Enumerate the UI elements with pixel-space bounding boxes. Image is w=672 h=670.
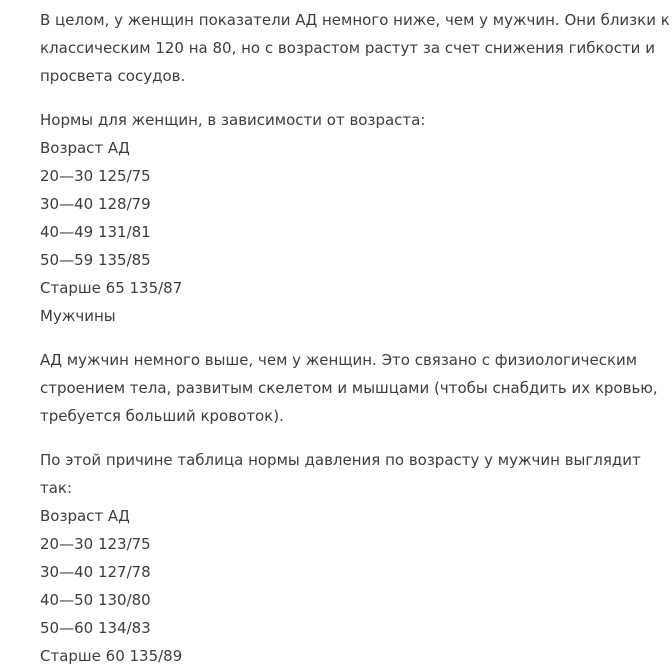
men-subheading: Мужчины [40, 307, 116, 325]
women-row: 30—40 128/79 [40, 195, 151, 213]
men-row: 30—40 127/78 [40, 563, 151, 581]
women-norms-list [40, 134, 660, 330]
men-row: 20—30 123/75 [40, 535, 151, 553]
men-heading: По этой причине таблица нормы давления по возрасту у мужчин выглядит так: [40, 451, 641, 497]
men-row: Возраст АД [40, 507, 130, 525]
men-row: 50—60 134/83 [40, 619, 151, 637]
men-norms-list [40, 502, 660, 670]
men-intro-line-1: АД мужчин немного выше, чем у женщин. Это связано с физиологическим [40, 351, 638, 369]
women-row: 40—49 131/81 [40, 223, 151, 241]
women-row: Возраст АД [40, 139, 130, 157]
women-intro-line-3: просвета сосудов. [40, 67, 186, 85]
women-intro-line-2: классическим 120 на 80, но с возрастом растут за счет снижения гибкости и [40, 39, 655, 57]
men-row: 40—50 130/80 [40, 591, 151, 609]
women-row: 50—59 135/85 [40, 251, 151, 269]
men-intro-line-2: строением тела, развитым скелетом и мышцами (чтобы снабдить их кровью, [40, 379, 658, 397]
women-heading: Нормы для женщин, в зависимости от возраста: [40, 111, 426, 129]
article-body [40, 6, 670, 670]
men-row: Старше 60 135/89 [40, 647, 183, 665]
women-row: Старше 65 135/87 [40, 279, 183, 297]
paragraph-men-intro [40, 346, 660, 430]
paragraph-women-intro [40, 6, 670, 90]
women-row: 20—30 125/75 [40, 167, 151, 185]
men-intro-line-3: требуется больший кровоток). [40, 407, 284, 425]
women-intro-line-1: В целом, у женщин показатели АД немного ниже, чем у мужчин. Они близки к [40, 11, 670, 29]
